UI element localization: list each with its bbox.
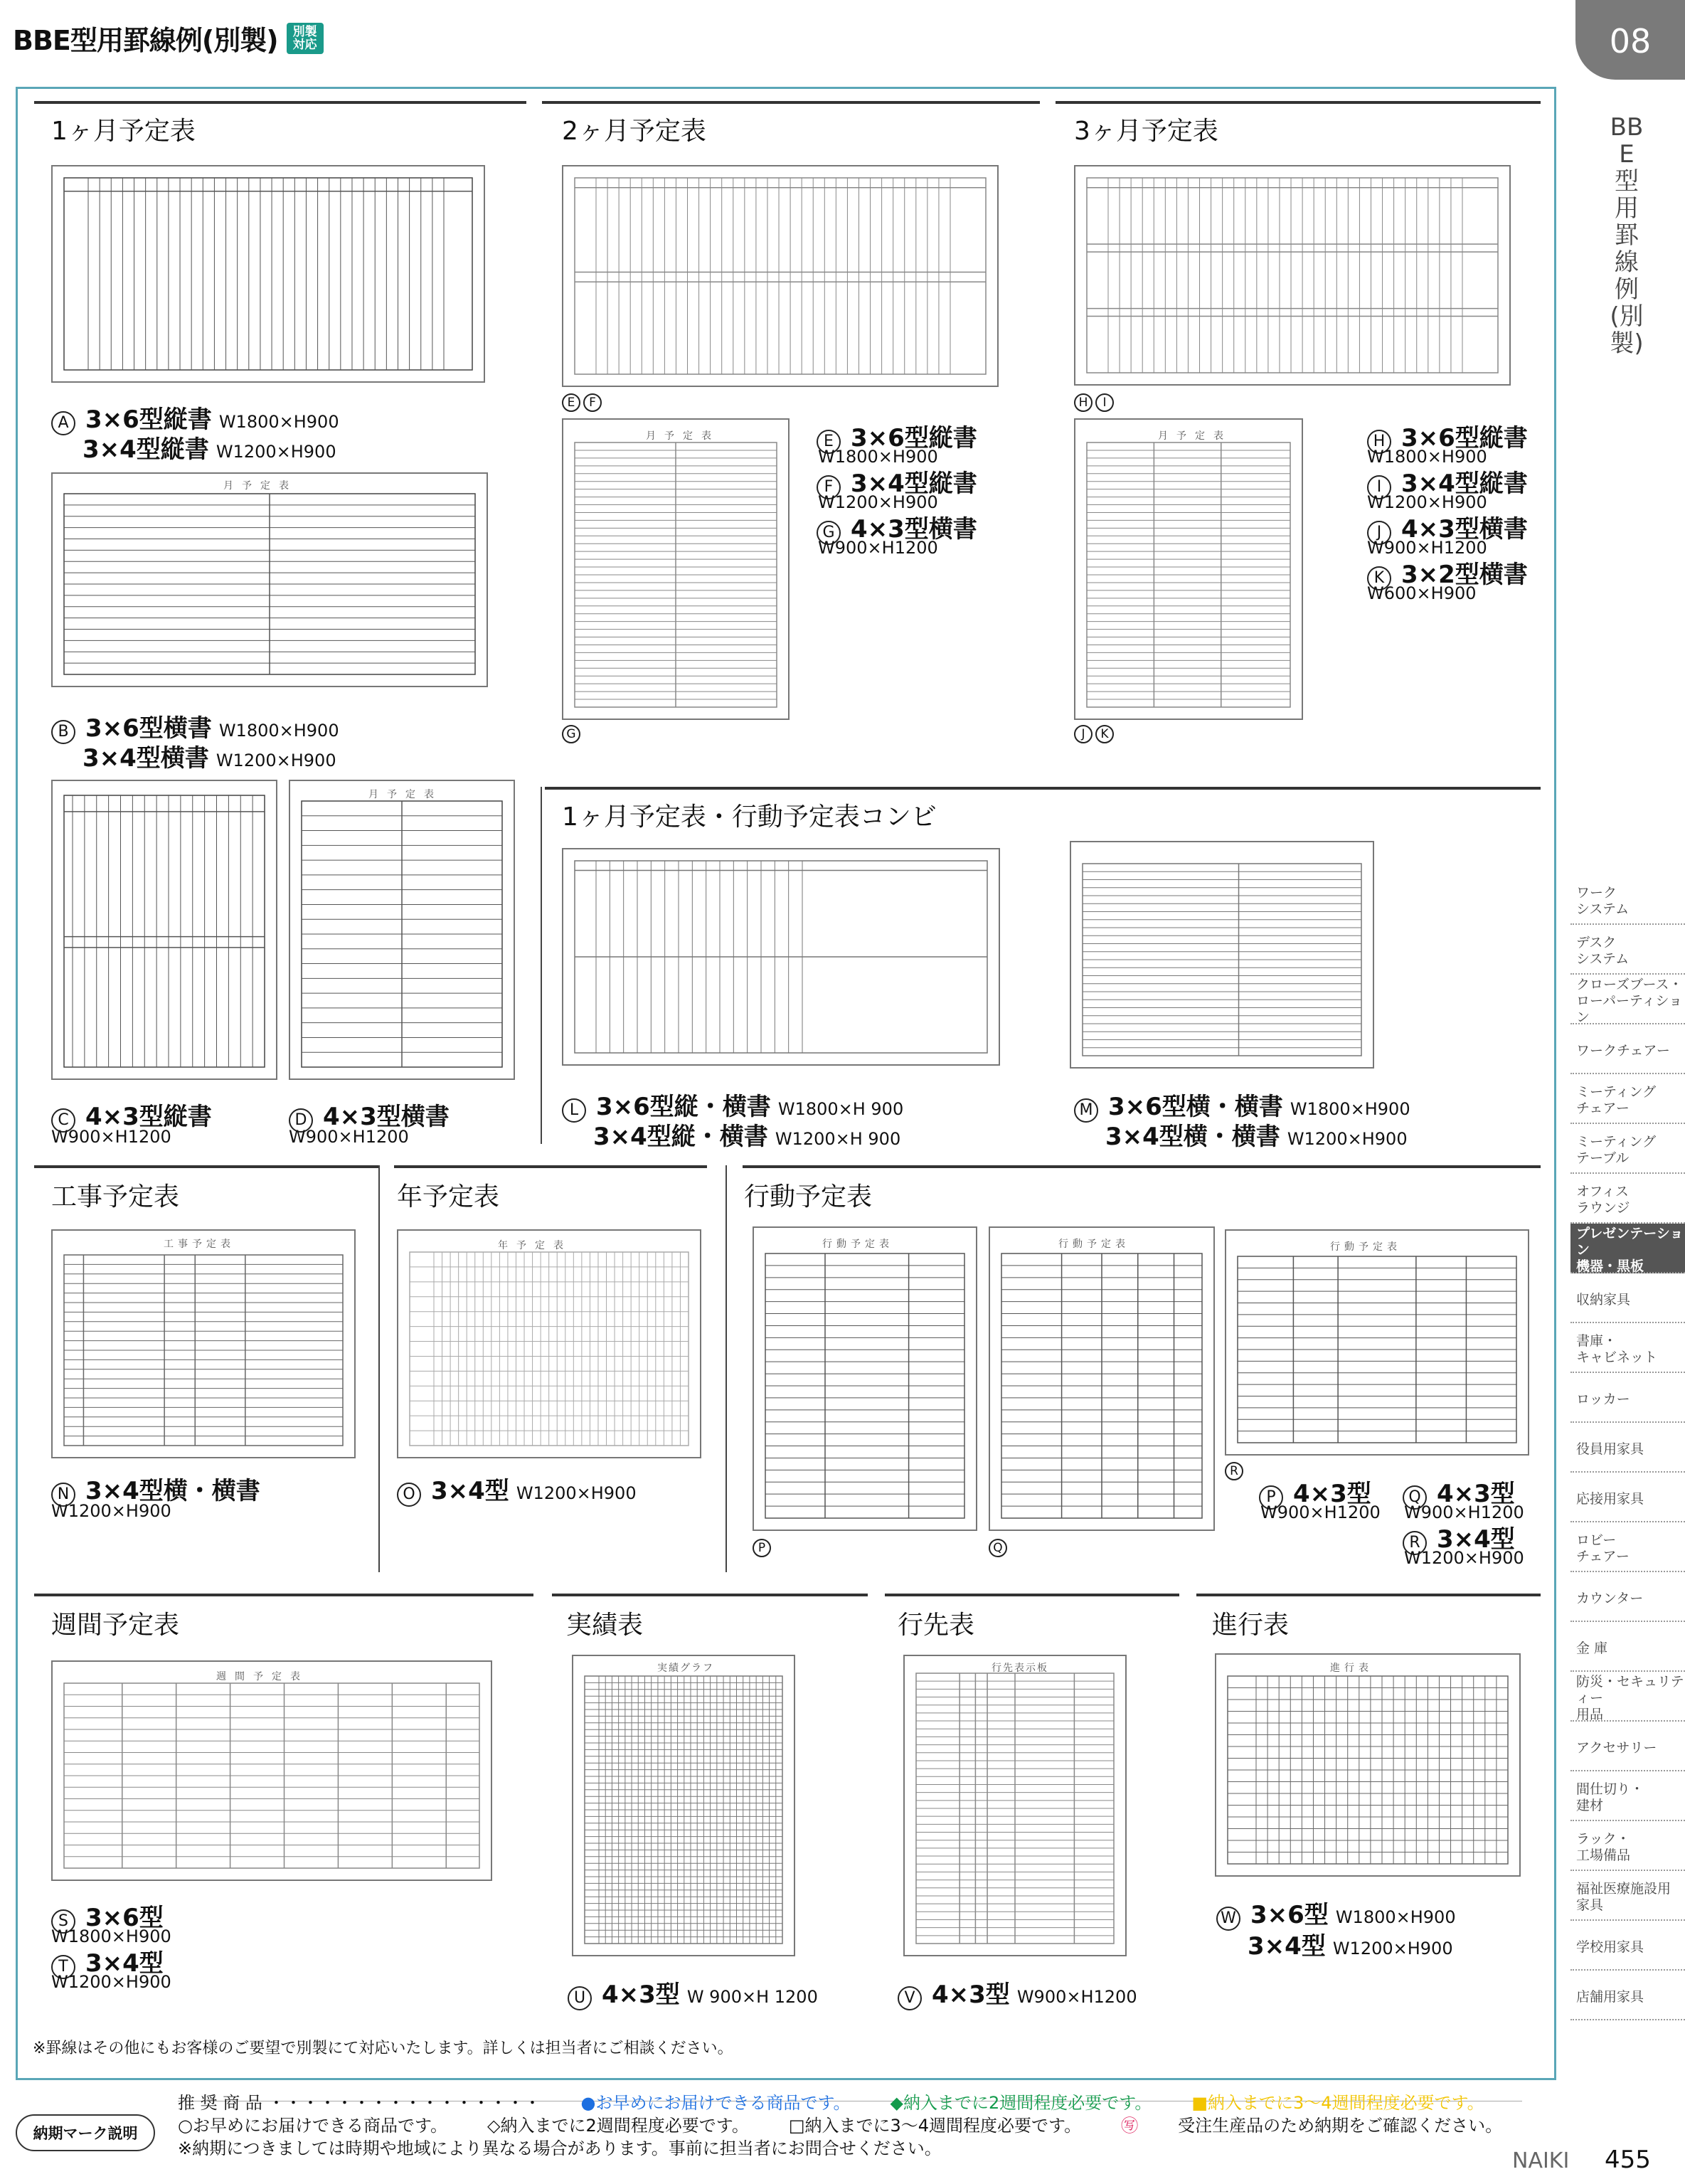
letter-r: R (1225, 1461, 1246, 1480)
board-b-1month-horizontal: 月予定表 (51, 472, 488, 687)
section-divider (541, 787, 542, 1144)
letter-badge-c: C (51, 1108, 75, 1133)
board-g-2month: 月予定表 (562, 418, 790, 720)
board-o-year: 年予定表 (397, 1229, 701, 1458)
model-f-size: W1200×H900 (818, 492, 938, 512)
ruled-lines (990, 1228, 1213, 1530)
board-m-combo (1070, 841, 1374, 1069)
ruled-lines (53, 1662, 491, 1880)
ruled-lines (53, 1231, 354, 1457)
board-n-construction: 工事予定表 (51, 1229, 356, 1458)
rule-frame (64, 178, 472, 370)
ruled-lines (754, 1228, 976, 1530)
ruled-lines (1071, 842, 1373, 1067)
section-rule (885, 1594, 1179, 1596)
letters-hi: H I (1074, 393, 1117, 412)
sidebar-item[interactable]: 福祉医療施設用 家具 (1570, 1871, 1685, 1921)
category-sidebar (1570, 875, 1685, 2020)
model-j: J 4×3型横書 (1367, 509, 1528, 545)
board-a-1month-vertical (51, 165, 485, 383)
section-title-3month: 3ヶ月予定表 (1074, 117, 1218, 146)
model-n-size: W1200×H900 (51, 1501, 171, 1521)
model-q: Q 4×3型 (1403, 1474, 1515, 1510)
board-ef-2month (562, 165, 999, 387)
model-l-line1: L 3×6型縦・横書 W1800×H 900 (562, 1087, 903, 1123)
model-c: C 4×3型縦書 (51, 1097, 212, 1133)
section-rule (743, 1165, 1541, 1168)
section-title-action: 行動予定表 (744, 1182, 873, 1212)
ruled-lines (573, 1656, 794, 1955)
sidebar-item[interactable]: ラック・ 工場備品 (1570, 1821, 1685, 1871)
board-u-results: 実績グラフ (572, 1655, 795, 1956)
model-m-line2: 3×4型横・横書 W1200×H900 (1105, 1123, 1408, 1151)
model-m-line1: M 3×6型横・横書 W1800×H900 (1074, 1087, 1410, 1123)
model-i-size: W1200×H900 (1367, 492, 1487, 512)
ruled-lines (1216, 1655, 1519, 1875)
model-r: R 3×4型 (1403, 1520, 1515, 1555)
model-u: U 4×3型 W 900×H 1200 (568, 1975, 818, 2010)
sidebar-item[interactable]: オフィス ラウンジ (1570, 1174, 1685, 1224)
letters-ef: E F (562, 393, 605, 412)
letter-q: Q (989, 1538, 1010, 1557)
ruled-lines (1226, 1231, 1528, 1454)
section-rule (34, 101, 526, 104)
board-jk-3month: 月予定表 (1074, 418, 1303, 720)
section-title-2month: 2ヶ月予定表 (562, 117, 706, 146)
letter-badge-d: D (289, 1108, 313, 1133)
legend-blue-dot: ●お早めにお届けできる商品です。 (580, 2093, 851, 2113)
model-f: F 3×4型縦書 (817, 464, 977, 499)
board-p-action: 行動予定表 (753, 1226, 977, 1531)
sidebar-item[interactable]: ミーティング テーブル (1570, 1124, 1685, 1174)
sidebar-item[interactable]: アクセサリー (1570, 1722, 1685, 1771)
section-rule (542, 101, 1040, 104)
sidebar-item[interactable]: 防災・セキュリティー 用品 (1570, 1672, 1685, 1722)
footnote: ※罫線はその他にもお客様のご要望で別製にて対応いたします。詳しくは担当者にご相談ください。 (33, 2040, 733, 2057)
board-q-action: 行動予定表 (989, 1226, 1215, 1531)
delivery-mark-legend-button[interactable]: 納期マーク説明 (16, 2114, 155, 2151)
model-p: P 4×3型 (1259, 1474, 1371, 1510)
board-v-destination: 行先表示板 (903, 1655, 1127, 1956)
model-n: N 3×4型横・横書 (51, 1471, 260, 1507)
model-k-size: W600×H900 (1367, 583, 1477, 603)
sidebar-item[interactable]: 書庫・ キャビネット (1570, 1323, 1685, 1373)
ruled-lines (290, 781, 514, 1078)
legend-green-diamond: ◆納入までに2週間程度必要です。 (890, 2093, 1152, 2113)
model-v: V 4×3型 W900×H1200 (898, 1975, 1137, 2010)
page-title: BBE型用罫線例(別製) (13, 25, 278, 56)
model-h-size: W1800×H900 (1367, 447, 1487, 467)
model-d: D 4×3型横書 (289, 1097, 450, 1133)
model-a-line2: 3×4型縦書 W1200×H900 (83, 435, 336, 464)
ruled-lines (1075, 420, 1302, 719)
model-e: E 3×6型縦書 (817, 418, 977, 454)
sidebar-item[interactable]: 学校用家具 (1570, 1921, 1685, 1971)
sidebar-item[interactable]: ロッカー (1570, 1373, 1685, 1423)
model-e-size: W1800×H900 (818, 447, 938, 467)
model-p-size: W900×H1200 (1260, 1502, 1381, 1522)
model-c-size: W900×H1200 (51, 1127, 171, 1147)
ruled-lines (398, 1231, 700, 1457)
legend-made-to-order-icon: ㊢ (1121, 2116, 1139, 2136)
model-q-size: W900×H1200 (1404, 1502, 1524, 1522)
section-title-1month: 1ヶ月予定表 (51, 117, 196, 146)
board-r-action: 行動予定表 (1225, 1229, 1529, 1456)
legend-row-3: ※納期につきましては時期や地域により異なる場合があります。事前に担当者にお問合せください。 (178, 2138, 942, 2158)
sidebar-item[interactable]: カウンター (1570, 1572, 1685, 1622)
rule-frame (1087, 178, 1498, 373)
sidebar-item[interactable]: 金 庫 (1570, 1622, 1685, 1672)
model-g-size: W900×H1200 (818, 538, 938, 558)
chapter-tab[interactable]: 08 (1575, 0, 1685, 80)
model-o: O 3×4型 W1200×H900 (397, 1471, 637, 1507)
ruled-lines (563, 166, 997, 386)
board-hi-3month (1074, 165, 1511, 386)
model-a-line1: A 3×6型縦書 W1800×H900 (51, 400, 339, 435)
brand-name: NAIKI (1512, 2148, 1570, 2173)
section-rule (552, 1594, 868, 1596)
model-w-line2: 3×4型 W1200×H900 (1248, 1932, 1453, 1961)
sidebar-item[interactable]: ミーティング チェアー (1570, 1074, 1685, 1124)
sidebar-item[interactable]: ワーク システム (1570, 875, 1685, 925)
sidebar-item[interactable]: 間仕切り・ 建材 (1570, 1771, 1685, 1821)
model-s: S 3×6型 (51, 1898, 164, 1934)
model-d-size: W900×H1200 (289, 1127, 409, 1147)
sidebar-item[interactable]: プレゼンテーション 機器・黒板 (1570, 1224, 1685, 1273)
model-r-size: W1200×H900 (1404, 1548, 1524, 1568)
ruled-lines (905, 1656, 1125, 1955)
board-d-1month-4x3-horizontal: 月予定表 (289, 780, 515, 1080)
sidebar-item[interactable]: 応接用家具 (1570, 1473, 1685, 1522)
sidebar-item[interactable]: 役員用家具 (1570, 1423, 1685, 1473)
section-divider (378, 1165, 380, 1572)
model-g: G 4×3型横書 (817, 509, 977, 545)
special-order-badge: 別製 対応 (287, 23, 324, 54)
model-w-line1: W 3×6型 W1800×H900 (1216, 1895, 1456, 1931)
model-l-line2: 3×4型縦・横書 W1200×H 900 (593, 1123, 901, 1151)
section-rule (394, 1165, 707, 1168)
letter-p: P (753, 1538, 774, 1557)
legend-row-2: ○お早めにお届けできる商品です。 ◇納入までに2週間程度必要です。 □納入までに3〜4週間程度必要です。 ㊢ 受注生産品のため納期をご確認ください。 (178, 2116, 1503, 2136)
section-title-weekly: 週間予定表 (51, 1611, 180, 1640)
model-b-line1: B 3×6型横書 W1800×H900 (51, 709, 339, 744)
ruled-lines (53, 781, 276, 1078)
model-t-size: W1200×H900 (51, 1972, 171, 1992)
sidebar-item[interactable]: ワークチェアー (1570, 1024, 1685, 1074)
ruled-lines (53, 474, 487, 686)
sidebar-item[interactable]: デスク システム (1570, 925, 1685, 975)
section-title-results: 実績表 (566, 1611, 644, 1640)
model-s-size: W1800×H900 (51, 1926, 171, 1946)
section-rule (545, 787, 1541, 790)
board-l-combo (562, 848, 1000, 1066)
model-i: I 3×4型縦書 (1367, 464, 1528, 499)
ruled-lines (563, 849, 999, 1064)
letters-jk: J K (1074, 724, 1117, 743)
legend-row-1: 推 奨 商 品 ・・・・・・・・・・・・・・・・ ●お早めにお届けできる商品です。 ◆納入までに2週間程度必要です。 ■納入までに3〜4週間程度必要です。 (178, 2093, 1484, 2113)
page-header (13, 18, 324, 58)
model-b-line2: 3×4型横書 W1200×H900 (83, 744, 336, 773)
section-rule (1056, 101, 1541, 104)
section-title-progress: 進行表 (1212, 1611, 1290, 1640)
section-title-construction: 工事予定表 (51, 1182, 180, 1212)
legend-yellow-square: ■納入までに3〜4週間程度必要です。 (1191, 2093, 1484, 2113)
letter-badge-b: B (51, 720, 75, 744)
section-rule (34, 1165, 378, 1168)
section-title-destination: 行先表 (898, 1611, 975, 1640)
model-k: K 3×2型横書 (1367, 555, 1528, 590)
model-j-size: W900×H1200 (1367, 538, 1487, 558)
letter-g: G (562, 724, 583, 743)
section-title-year: 年予定表 (397, 1182, 500, 1212)
model-h: H 3×6型縦書 (1367, 418, 1528, 454)
ruled-lines (1075, 166, 1509, 384)
board-w-progress: 進行表 (1215, 1653, 1521, 1877)
ruled-lines (53, 166, 484, 381)
sidebar-item[interactable]: ロビー チェアー (1570, 1522, 1685, 1572)
model-t: T 3×4型 (51, 1944, 164, 1979)
section-divider (725, 1165, 727, 1572)
board-st-weekly: 週間予定表 (51, 1660, 492, 1881)
sidebar-item[interactable]: 収納家具 (1570, 1273, 1685, 1323)
ruled-lines (563, 420, 788, 719)
section-rule (34, 1594, 533, 1596)
page-number: 455 (1605, 2146, 1651, 2174)
vertical-chapter-title: BBE型用罫線例(別製) (1610, 113, 1644, 358)
sidebar-item[interactable]: 店舗用家具 (1570, 1971, 1685, 2020)
rule-frame (64, 795, 265, 1067)
section-rule (1196, 1594, 1541, 1596)
letter-badge-a: A (51, 411, 75, 435)
sidebar-item[interactable]: クローズブース・ ローパーティション (1570, 975, 1685, 1024)
board-c-1month-4x3-vertical (51, 780, 277, 1080)
section-title-combo: 1ヶ月予定表・行動予定表コンビ (562, 802, 937, 832)
rule-frame (575, 178, 986, 374)
